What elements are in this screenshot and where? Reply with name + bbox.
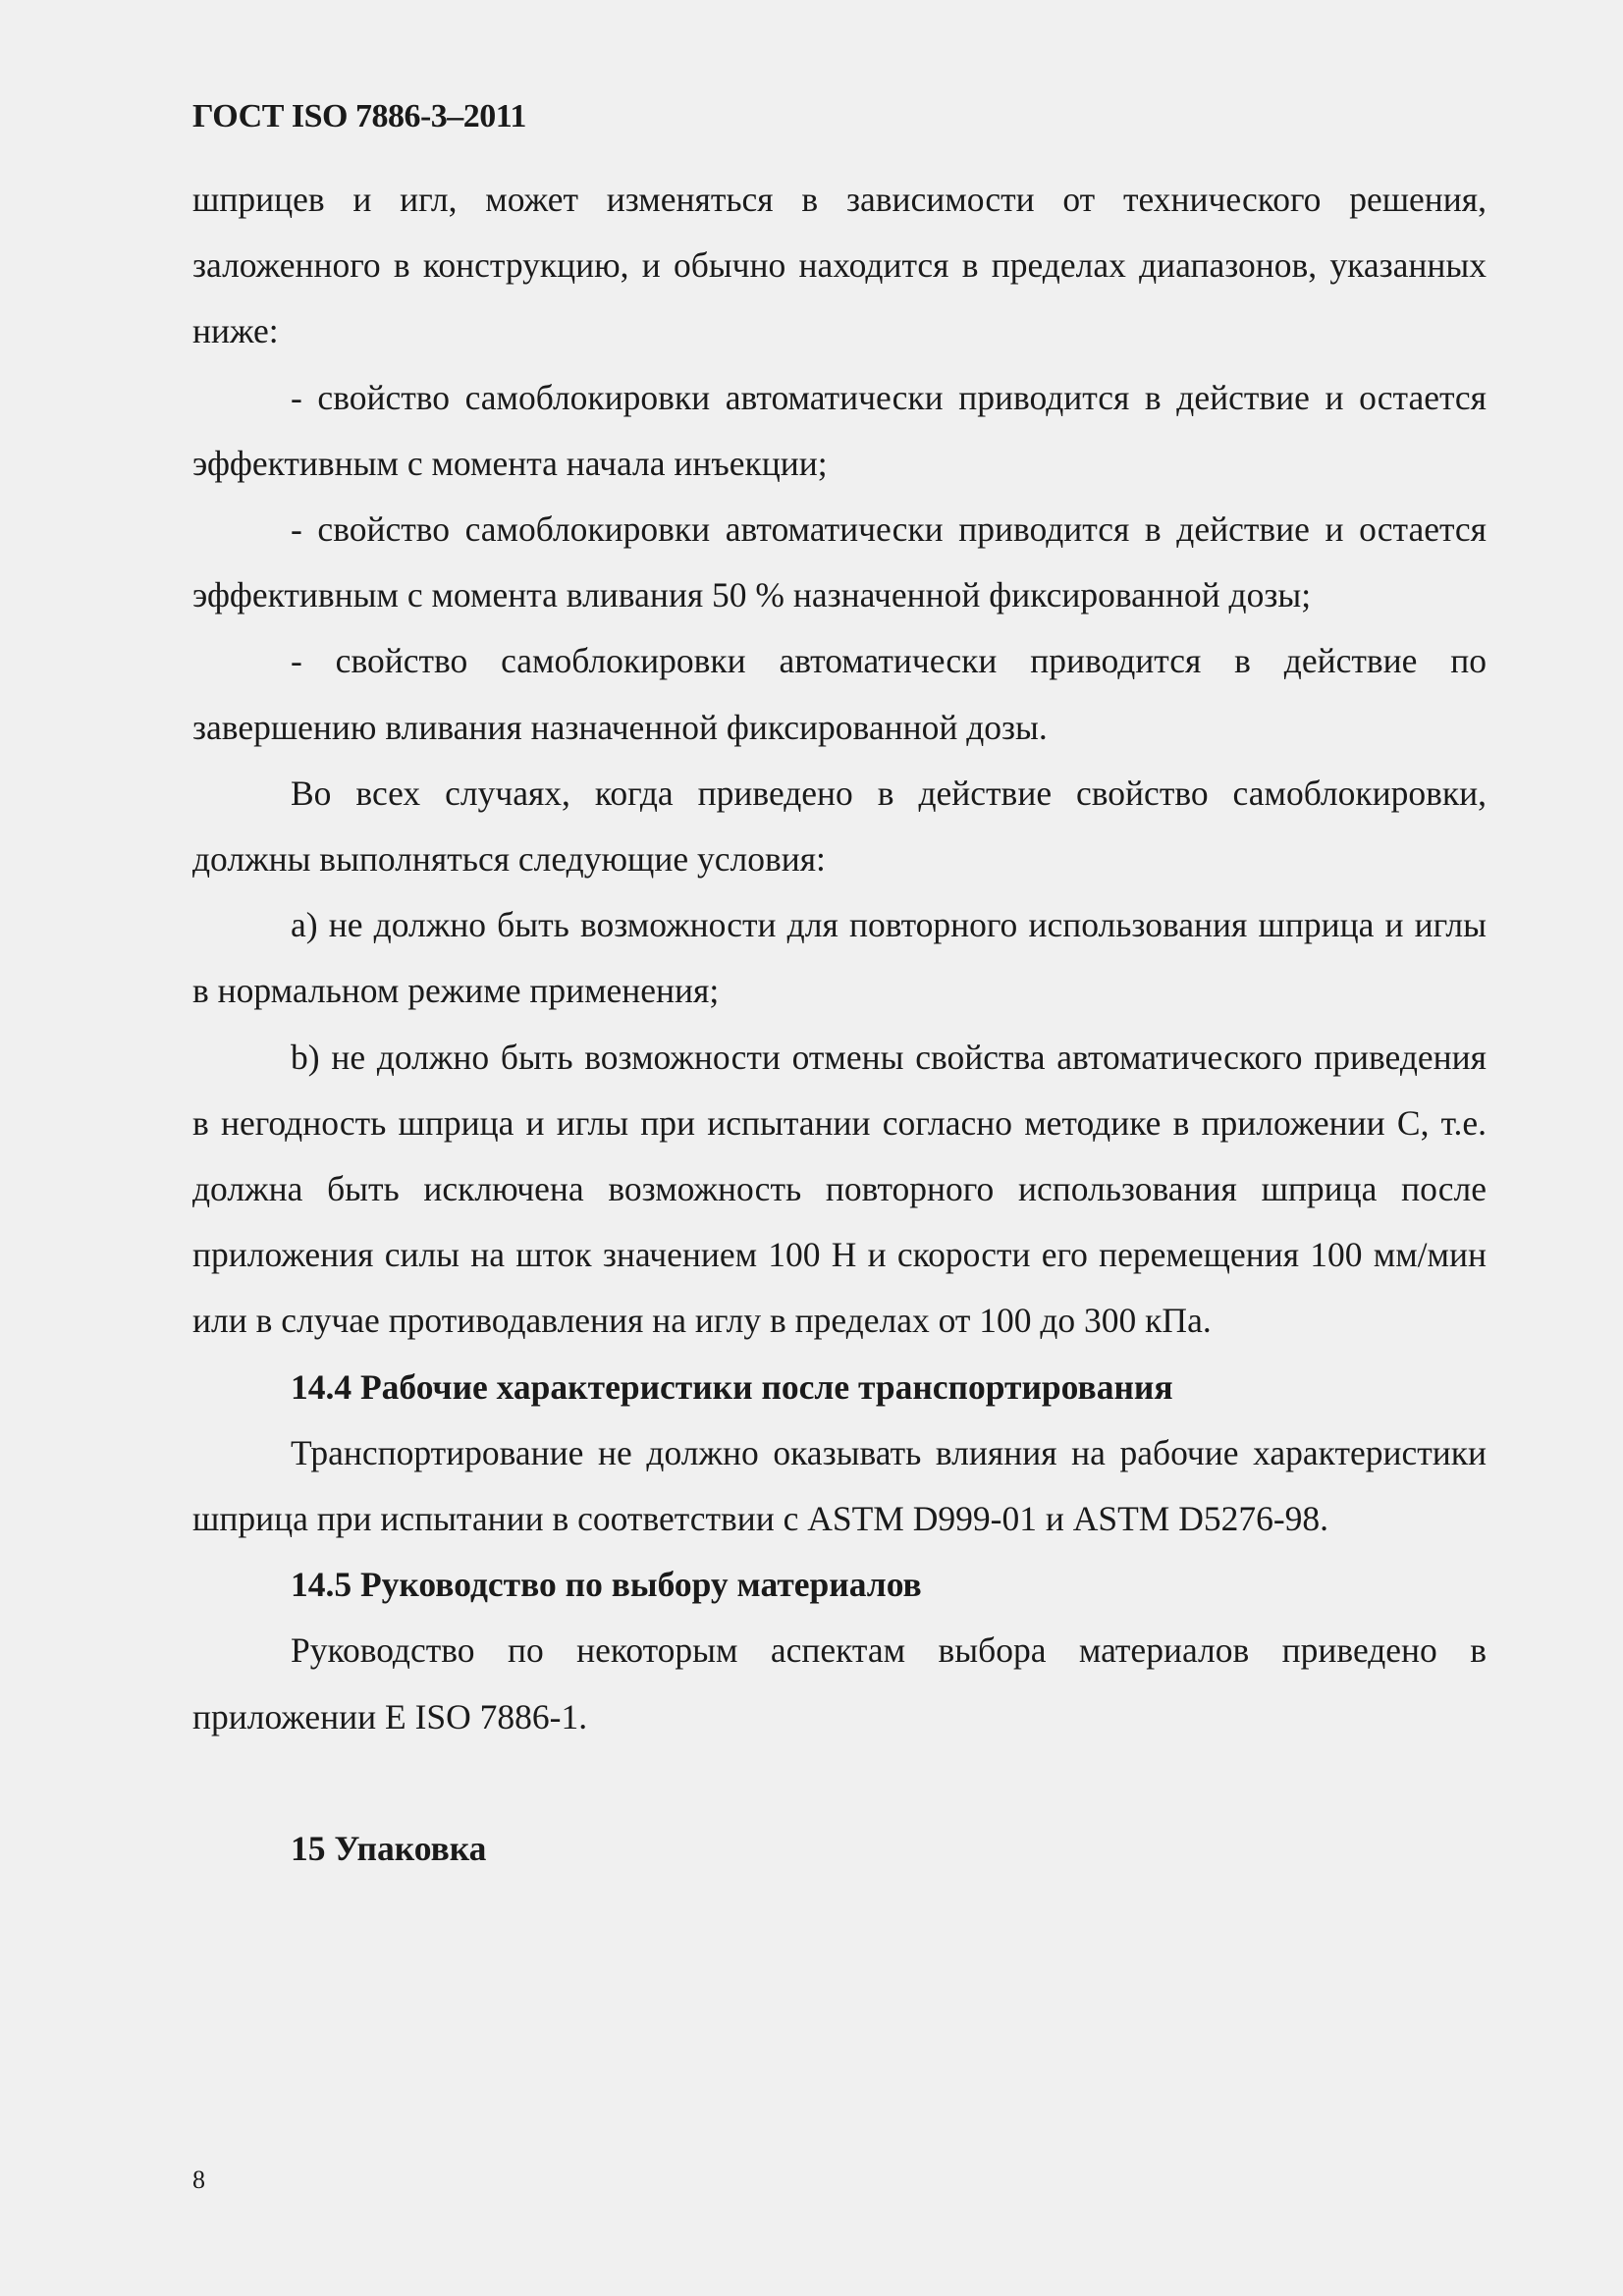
list-item-dash-1: - свойство самоблокировки автоматически приводится в действие и остается эффективным с момента начала инъекции; — [192, 377, 1487, 483]
paragraph-conditions: Во всех случаях, когда приведено в действие свойство самоблокировки, должны выполняться следующие условия: — [192, 773, 1487, 880]
document-header-title: ГОСТ ISO 7886-3–2011 — [192, 98, 526, 134]
section-heading-15: 15 Упаковка — [291, 1828, 487, 1868]
paragraph-transport: Транспортирование не должно оказывать влияния на рабочие характеристики шприца при испытании в соответствии с ASTM D999-01 и ASTM D5276-98. — [192, 1432, 1487, 1539]
list-item-dash-2: - свойство самоблокировки автоматически приводится в действие и остается эффективным с момента вливания 50 % назначенной фиксированной дозы; — [192, 509, 1487, 615]
page-number: 8 — [192, 2165, 205, 2194]
document-body — [192, 167, 1487, 1882]
section-heading-14-4: 14.4 Рабочие характеристики после транспортирования — [291, 1366, 1173, 1407]
section-heading-14-5: 14.5 Руководство по выбору материалов — [291, 1565, 922, 1605]
list-item-dash-3: - свойство самоблокировки автоматически приводится в действие по завершению вливания назначенной фиксированной дозы. — [192, 641, 1487, 747]
list-item-b: b) не должно быть возможности отмены свойства автоматического приведения в негодность шприца и иглы при испытании согласно методике в приложении С, т.е. должна быть исключена возможность повторного использования шприца после приложения силы на шток значением 100 Н и скорости его перемещения 100 мм/мин или в случае противодавления на иглу в пределах от 100 до 300 кПа. — [192, 1037, 1487, 1341]
list-item-a: а) не должно быть возможности для повторного использования шприца и иглы в нормальном режиме применения; — [192, 905, 1487, 1011]
paragraph-materials: Руководство по некоторым аспектам выбора материалов приведено в приложении Е ISO 7886-1. — [192, 1630, 1487, 1736]
paragraph-continuation: шприцев и игл, может изменяться в зависимости от технического решения, заложенного в конструкцию, и обычно находится в пределах диапазонов, указанных ниже: — [192, 180, 1487, 351]
